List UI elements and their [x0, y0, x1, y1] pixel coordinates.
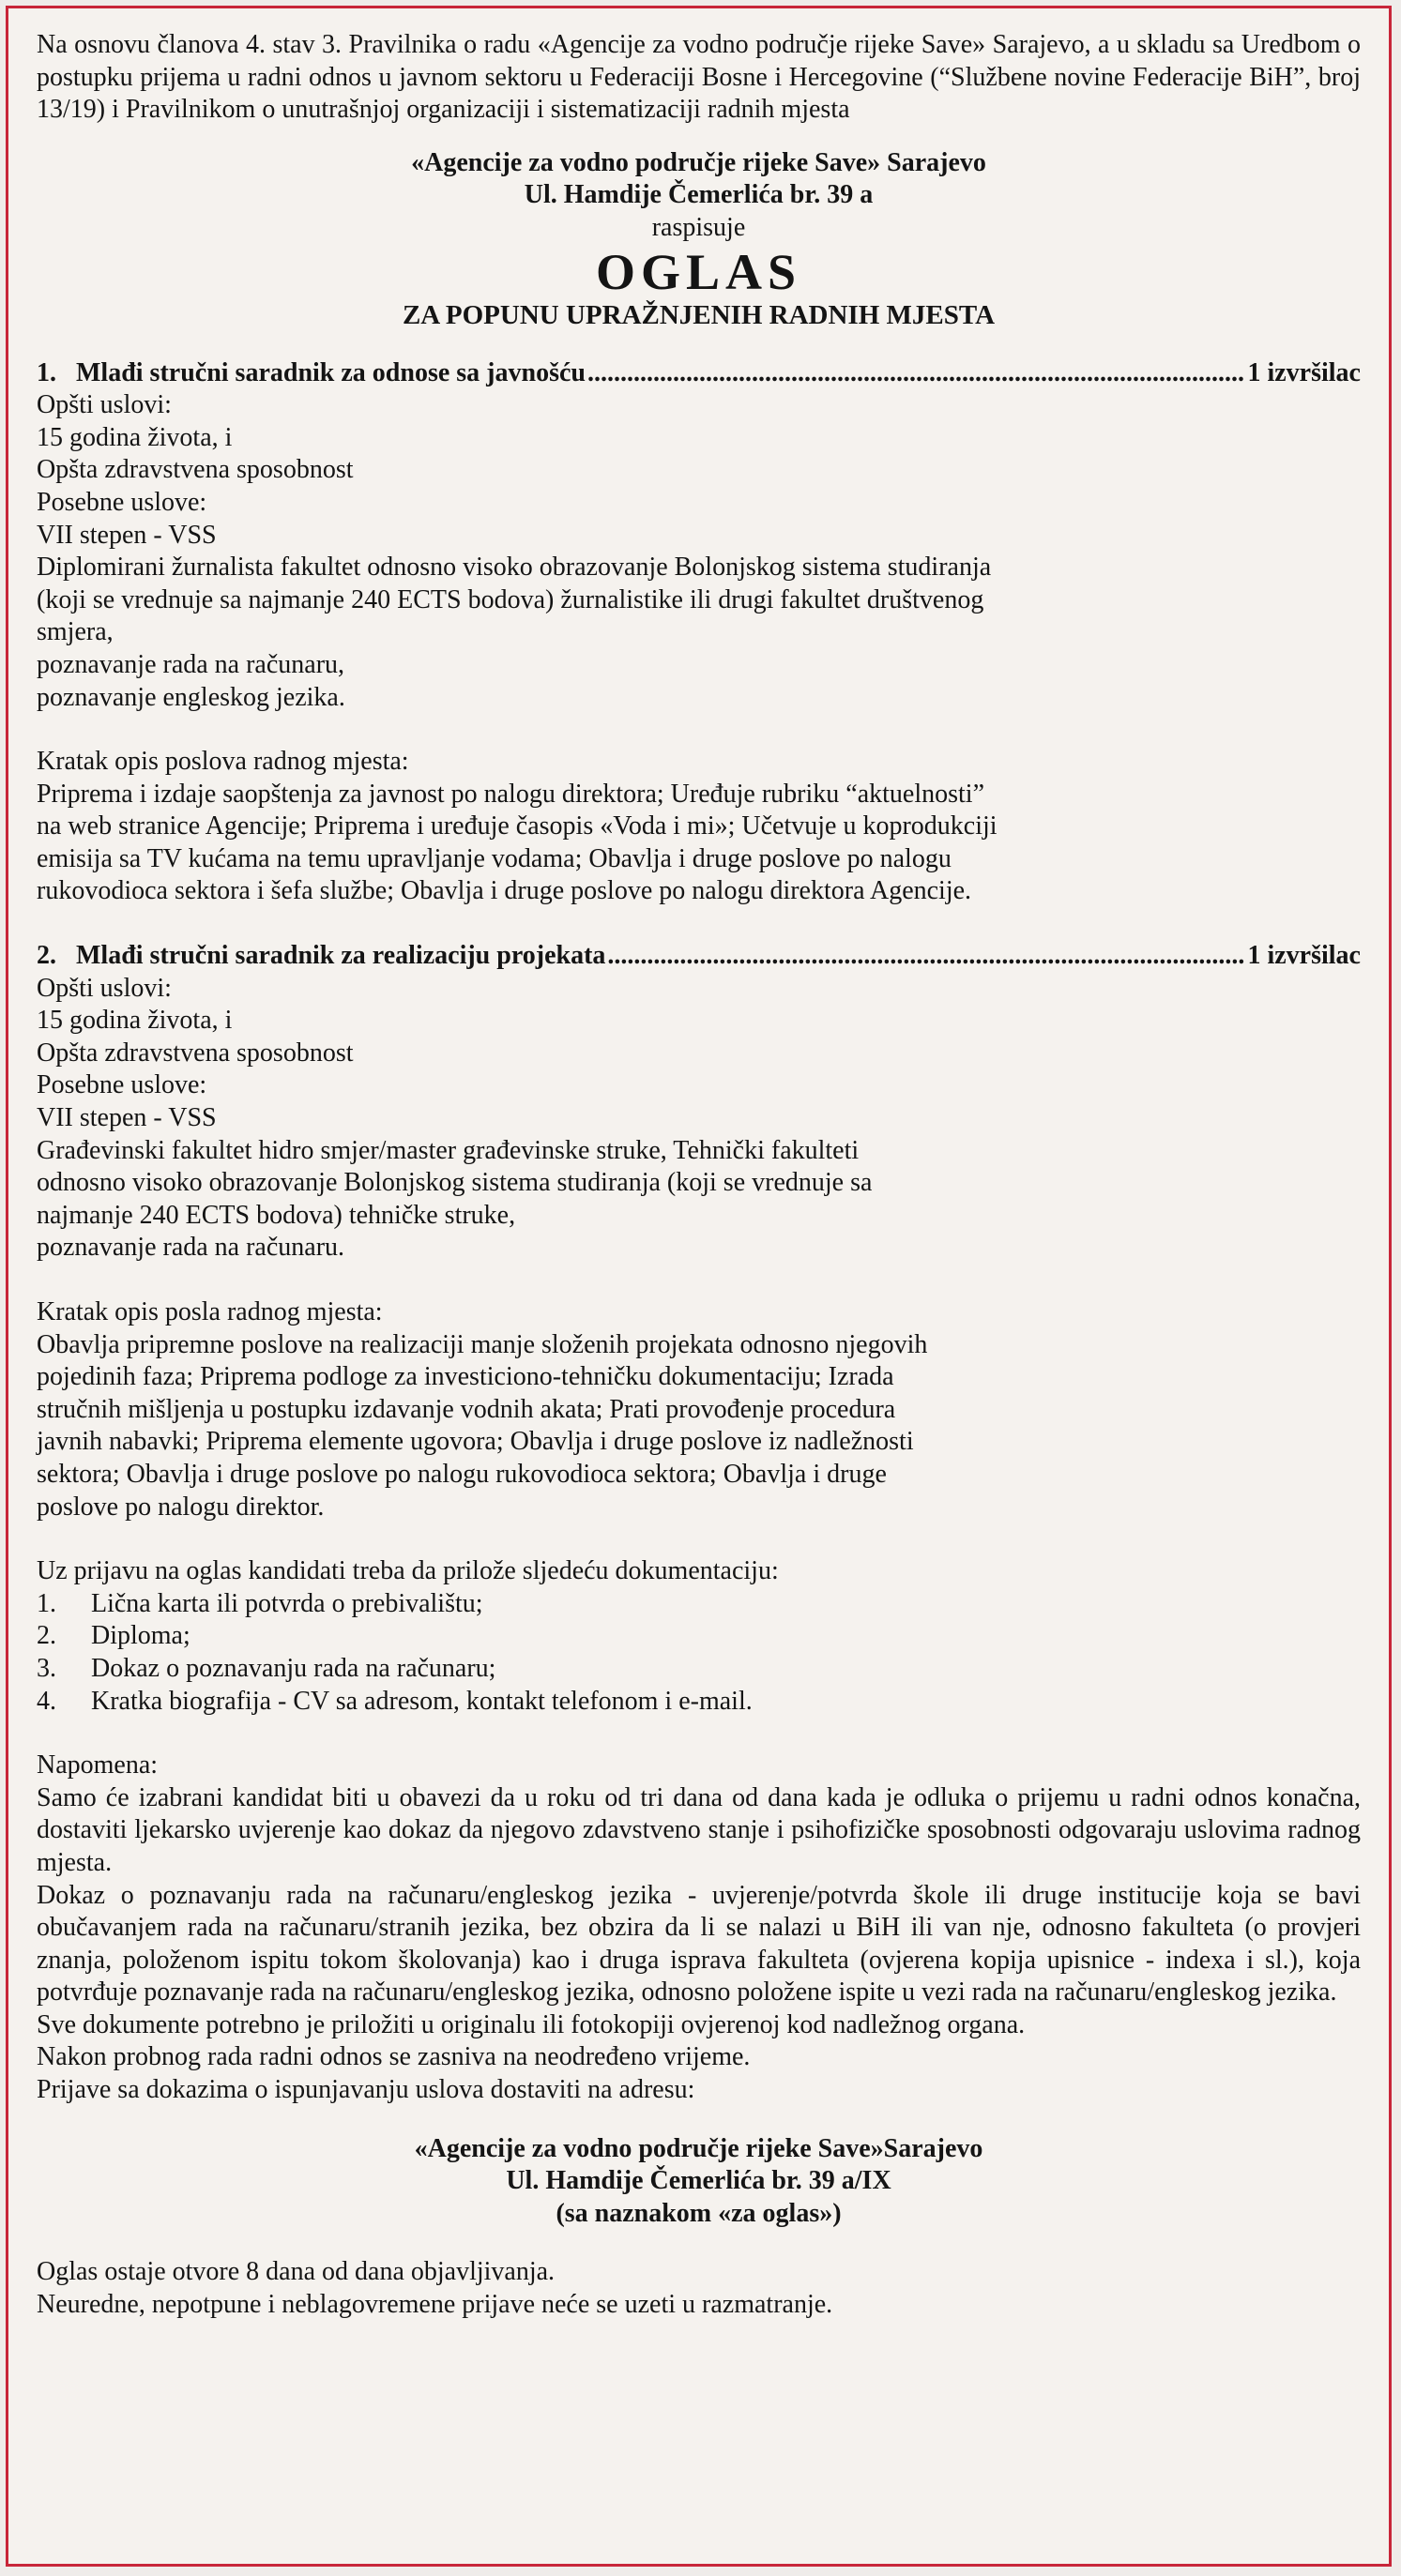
list-item [37, 1686, 1361, 1719]
dot-leader [607, 940, 1245, 973]
required-documents [37, 1555, 1361, 1718]
announcement-heading [37, 147, 1361, 331]
closing-line: Neuredne, nepotpune i neblagovremene prijave neće se uzeti u razmatranje. [37, 2290, 833, 2320]
note-label: Napomena: [37, 1750, 159, 1780]
job-description-line: Priprema i izdaje saopštenja za javnost po nalogu direktora; Uređuje rubriku “aktuelnosti” [37, 779, 985, 809]
general-condition: 15 godina života, i [37, 1006, 233, 1036]
job-description-label: Kratak opis posla radnog mjesta: [37, 1297, 383, 1326]
special-condition: VII stepen - VSS [37, 1103, 217, 1133]
general-condition: Opšta zdravstvena sposobnost [37, 455, 354, 485]
list-item [37, 1653, 1361, 1686]
list-number: 3. [37, 1653, 56, 1683]
job-announcement-page [6, 6, 1392, 2567]
note-paragraph: Dokaz o poznavanju rada na računaru/engleskog jezika - uvjerenje/potvrda škole ili druge institucije koja se bavi obučavanjem rada na računaru/stranih jezika, bez obzira da li se nalazi u BiH ili van nje, odnosno fakulteta (o provjeri znanja, položenom ispitu tokom školovanja) kao i druga isprava fakulteta (ovjerena kopija upisnice - indexa i sl.), koja potvrđuje poznavanje rada na računaru/engleskog jezika, odnosno položene ispite u vezi rada na računaru/engleskog jezika. [37, 1880, 1361, 2008]
page-title: OGLAS [595, 243, 802, 300]
special-condition: poznavanje engleskog jezika. [37, 682, 345, 712]
submission-street: Ul. Hamdije Čemerlića br. 39 a/IX [506, 2166, 891, 2196]
documents-intro: Uz prijavu na oglas kandidati treba da prilože sljedeću dokumentaciju: [37, 1556, 779, 1586]
submission-agency: «Agencije za vodno područje rijeke Save»Sarajevo [414, 2133, 983, 2163]
job-description-line: emisija sa TV kućama na temu upravljanje vodama; Obavlja i druge poslove po nalogu [37, 843, 952, 873]
job-description-line: rukovodioca sektora i šefa službe; Obavlja i druge poslove po nalogu direktora Agencije. [37, 876, 972, 906]
job-description-line: na web stranice Agencije; Priprema i uređuje časopis «Voda i mi»; Učetvuje u koprodukciji [37, 811, 997, 841]
general-condition: 15 godina života, i [37, 422, 233, 452]
list-number: 2. [37, 1621, 56, 1651]
note-paragraph: Prijave sa dokazima o ispunjavanju uslova dostaviti na adresu: [37, 2075, 695, 2105]
special-condition: Diplomirani žurnalista fakultet odnosno visoko obrazovanje Bolonjskog sistema studiranja [37, 553, 992, 583]
closing-line: Oglas ostaje otvore 8 dana od dana objavljivanja. [37, 2257, 556, 2287]
note-paragraph: Sve dokumente potrebno je priložiti u originalu ili fotokopiji ovjerenoj kod nadležnog organa. [37, 2009, 1026, 2039]
general-conditions-label: Opšti uslovi: [37, 973, 172, 1003]
position-2-number: 2. [37, 941, 56, 971]
position-2-title-line [37, 940, 1361, 973]
list-text: Lična karta ili potvrda o prebivalištu; [91, 1588, 483, 1618]
submission-address [37, 2133, 1361, 2231]
position-1-section [37, 357, 1361, 909]
list-text: Diploma; [91, 1621, 190, 1651]
position-2-count: 1 izvršilac [1247, 941, 1361, 971]
position-1-number: 1. [37, 357, 56, 387]
job-description-line: sektora; Obavlja i druge poslove po nalogu rukovodioca sektora; Obavlja i druge [37, 1459, 887, 1489]
note-section [37, 1750, 1361, 2107]
job-description-line: pojedinih faza; Priprema podloge za investiciono-tehničku dokumentaciju; Izrada [37, 1362, 894, 1392]
special-condition: Građevinski fakultet hidro smjer/master građevinske struke, Tehnički fakulteti [37, 1135, 860, 1165]
special-conditions-label: Posebne uslove: [37, 487, 207, 517]
list-text: Dokaz o poznavanju rada na računaru; [91, 1653, 496, 1683]
page-subtitle: ZA POPUNU UPRAŽNJENIH RADNIH MJESTA [402, 299, 996, 330]
special-condition: odnosno visoko obrazovanje Bolonjskog sistema studiranja (koji se vrednuje sa [37, 1168, 873, 1198]
closing-section [37, 2256, 1361, 2321]
dot-leader [587, 357, 1246, 390]
position-1-name: Mlađi stručni saradnik za odnose sa javnošću [76, 357, 586, 387]
submission-mark: (sa naznakom «za oglas») [556, 2198, 842, 2228]
job-description-line: javnih nabavki; Priprema elemente ugovora; Obavlja i druge poslove iz nadležnosti [37, 1427, 914, 1457]
list-item [37, 1588, 1361, 1621]
special-condition: poznavanje rada na računaru, [37, 649, 345, 679]
job-description-line: poslove po nalogu direktor. [37, 1492, 325, 1522]
special-condition: poznavanje rada na računaru. [37, 1233, 345, 1263]
note-paragraph: Nakon probnog rada radni odnos se zasniva na neodređeno vrijeme. [37, 2042, 751, 2072]
position-2-section [37, 940, 1361, 1523]
position-1-title-line [37, 357, 1361, 390]
special-condition: (koji se vrednuje sa najmanje 240 ECTS bodova) žurnalistike ili drugi fakultet društvenog [37, 584, 984, 614]
list-item [37, 1620, 1361, 1653]
list-text: Kratka biografija - CV sa adresom, kontakt telefonom i e-mail. [91, 1686, 753, 1716]
special-condition: smjera, [37, 617, 114, 647]
job-description-line: Obavlja pripremne poslove na realizaciji manje složenih projekata odnosno njegovih [37, 1329, 928, 1359]
agency-address: Ul. Hamdije Čemerlića br. 39 a [524, 180, 874, 210]
agency-name: «Agencije za vodno područje rijeke Save» Sarajevo [411, 147, 986, 177]
special-condition: najmanje 240 ECTS bodova) tehničke struke, [37, 1200, 516, 1230]
intro-paragraph: Na osnovu članova 4. stav 3. Pravilnika o radu «Agencije za vodno područje rijeke Save» Sarajevo, a u skladu sa Uredbom o postupku prijema u radni odnos u javnom sektoru u Federaciji Bosne i Hercegovine (“Službene novine Federacije BiH”, broj 13/19) i Pravilnikom o unutrašnjoj organizaciji i sistematizaciji radnih mjesta [37, 30, 1361, 125]
position-1-count: 1 izvršilac [1247, 357, 1361, 387]
general-condition: Opšta zdravstvena sposobnost [37, 1038, 354, 1068]
job-description-line: stručnih mišljenja u postupku izdavanje vodnih akata; Prati provođenje procedura [37, 1394, 896, 1424]
general-conditions-label: Opšti uslovi: [37, 390, 172, 420]
job-description-label: Kratak opis poslova radnog mjesta: [37, 747, 409, 777]
special-condition: VII stepen - VSS [37, 520, 217, 550]
special-conditions-label: Posebne uslove: [37, 1070, 207, 1100]
list-number: 1. [37, 1588, 56, 1618]
announces-text: raspisuje [651, 212, 746, 242]
note-paragraph: Samo će izabrani kandidat biti u obavezi da u roku od tri dana od dana kada je odluka o prijemu u radni odnos konačna, dostaviti ljekarsko uvjerenje kao dokaz da njegovo zdavstveno stanje i psihofizičke sposobnosti odgovaraju uslovima radnog mjesta. [37, 1782, 1361, 1877]
list-number: 4. [37, 1686, 56, 1716]
position-2-name: Mlađi stručni saradnik za realizaciju projekata [76, 941, 606, 971]
